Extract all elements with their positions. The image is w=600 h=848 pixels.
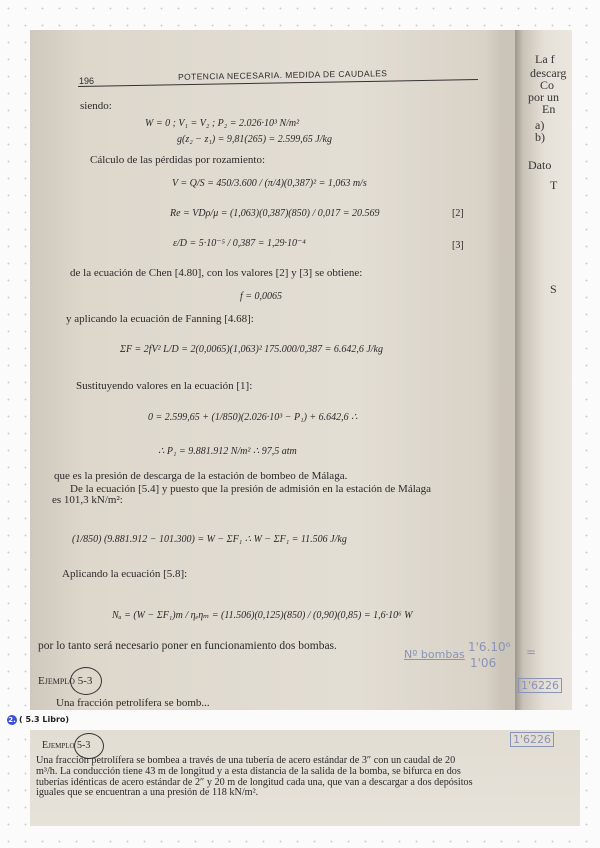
equation-w: W = 0 ; V₁ = V₂ ; P₂ = 2.026·10³ N/m² — [145, 118, 300, 129]
text-sustituyendo: Sustituyendo valores en la ecuación [1]: — [76, 380, 253, 392]
equation-tag-2: [2] — [452, 208, 464, 219]
handwritten-fraction-top: 1'6.10⁶ — [468, 640, 511, 654]
right-page-text-2: descarg — [530, 66, 567, 80]
right-page-text-1: La f — [535, 52, 555, 66]
equation-reynolds: Re = VDρ/μ = (1,063)(0,387)(850) / 0,017 = 20.569 — [170, 208, 380, 219]
equation-power: Nₐ = (W − ΣF₁)m / ηₑηₘ = (11.506)(0,125)(850) / (0,90)(0,85) = 1,6·10⁶ W — [112, 610, 413, 621]
text-presion-1: que es la presión de descarga de la estación de bombeo de Málaga. — [54, 470, 348, 482]
ejemplo-circle-mark — [70, 667, 102, 695]
textbook-page-photo — [30, 30, 572, 710]
right-page-text-6: a) — [535, 118, 545, 132]
equation-velocity: V = Q/S = 450/3.600 / (π/4)(0,387)² = 1,063 m/s — [172, 178, 367, 189]
equation-f: f = 0,0065 — [240, 291, 283, 302]
equation-p1: ∴ P₁ = 9.881.912 N/m² ∴ 97,5 atm — [158, 446, 297, 457]
right-page-text-10: S — [550, 282, 557, 296]
equation-tag-3: [3] — [452, 240, 464, 251]
section-divider — [0, 710, 600, 732]
equation-gz: g(z₂ − z₁) = 9,81(265) = 2.599,65 J/kg — [177, 134, 332, 145]
problem-text: Una fracción petrolífera se bombea a través de una tubería de acero estándar de 3″ con un caudal de 20 m³/h. La conducción tiene 43 m de longitud y a esta distancia de la salida de la bomba, se bifurca en dos tuberías idénticas de acero estándar de 2″ y 20 m de longitud cada una, que van a descargar a dos depósitos iguales que se encuentran a una presión de 118 kN/m². — [36, 755, 473, 799]
section-label-text: ( 5.3 Libro) — [19, 715, 70, 724]
text-presion-2: De la ecuación [5.4] y puesto que la presión de admisión en la estación de Málaga — [70, 483, 432, 495]
equation-friction: ΣF = 2fV² L/D = 2(0,0065)(1,063)² 175.000/0,387 = 6.642,6 J/kg — [120, 344, 383, 355]
problem-statement-photo — [30, 730, 580, 826]
right-page-text-4: por un — [528, 90, 559, 104]
ejemplo-heading-2: Ejemplo 5-3 — [42, 740, 91, 751]
text-chen: de la ecuación de Chen [4.80], con los valores [2] y [3] se obtiene: — [70, 267, 363, 279]
header-rule — [78, 79, 478, 87]
equation-roughness: ε/D = 5·10⁻⁵ / 0,387 = 1,29·10⁻⁴ — [173, 238, 306, 249]
text-cut-line: Una fracción petrolífera se bomb... — [56, 697, 210, 709]
right-page-text-8: Dato — [528, 158, 552, 172]
right-page-text-3: Co — [540, 78, 555, 92]
handwritten-n-bombas: Nº bombas — [404, 648, 465, 661]
equation-zero: 0 = 2.599,65 + (1/850)(2.026·10³ − P₁) + 6.642,6 ∴ — [148, 412, 358, 423]
handwritten-equals: = — [526, 645, 537, 659]
text-aplicando: Aplicando la ecuación [5.8]: — [62, 568, 188, 580]
text-conclusion: por lo tanto será necesario poner en funcionamiento dos bombas. — [38, 640, 337, 652]
section-label — [7, 715, 69, 725]
right-page-text-9: T — [550, 178, 558, 192]
handwritten-result-2: 1'6226 — [510, 732, 554, 747]
section-number-badge: 2. — [8, 716, 16, 724]
ejemplo-heading: Ejemplo 5-3 — [38, 675, 93, 687]
equation-w-sf: (1/850) (9.881.912 − 101.300) = W − ΣF₁ ∴ W − ΣF₁ = 11.506 J/kg — [72, 534, 347, 545]
right-page-text-5: En — [542, 102, 556, 116]
text-fanning: y aplicando la ecuación de Fanning [4.68]: — [66, 313, 254, 325]
handwritten-fraction-bottom: 1'06 — [470, 656, 497, 670]
right-page-text-7: b) — [535, 130, 545, 144]
text-siendo: siendo: — [80, 100, 112, 112]
running-head: POTENCIA NECESARIA. MEDIDA DE CAUDALES — [177, 68, 388, 82]
handwritten-result: 1'6226 — [518, 678, 562, 693]
page-number: 196 — [79, 76, 95, 86]
text-presion-3: es 101,3 kN/m²: — [52, 494, 123, 506]
text-calculo: Cálculo de las pérdidas por rozamiento: — [90, 154, 266, 166]
